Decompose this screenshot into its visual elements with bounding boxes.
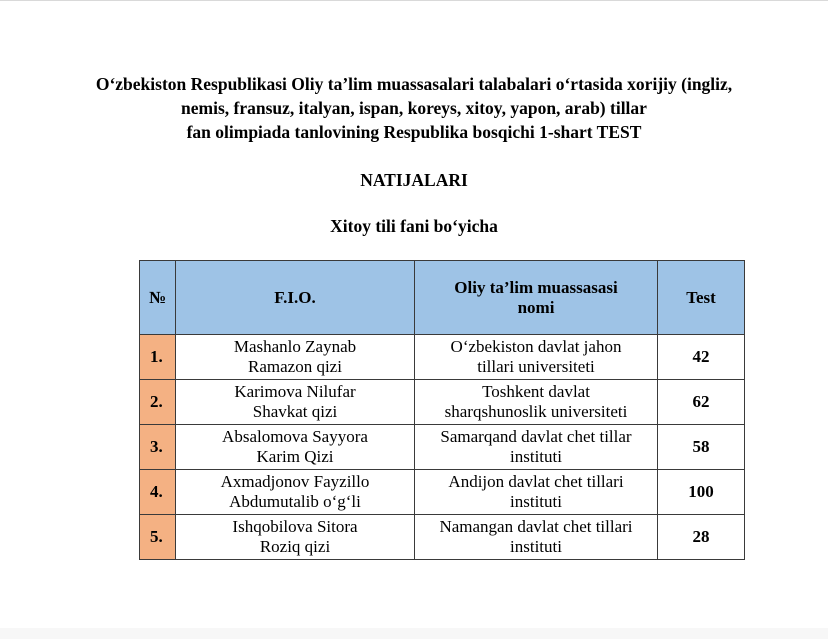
header-institution-label: Oliy ta’lim muassasasi nomi	[454, 277, 618, 317]
institution-line-1: Samarqand davlat chet tillar	[440, 427, 632, 446]
row-institution	[415, 425, 658, 470]
fio-name: Ishqobilova Sitora	[232, 517, 358, 536]
fio-patronymic: Ramazon qizi	[248, 357, 342, 376]
document-heading	[40, 72, 788, 144]
row-test-score: 62	[658, 380, 745, 425]
row-fio	[176, 470, 415, 515]
institution-line-2: instituti	[510, 492, 562, 511]
results-title: NATIJALARI	[360, 170, 468, 190]
subject-title: Xitoy tili fani bo‘yicha	[330, 216, 498, 236]
heading-line-3: fan olimpiada tanlovining Respublika bosqichi 1-shart TEST	[186, 122, 642, 142]
heading-line-1: O‘zbekiston Respublikasi Oliy ta’lim muassasalari talabalari o‘rtasida xorijiy (ingliz,	[95, 74, 733, 94]
row-number: 2.	[140, 380, 176, 425]
institution-line-2: tillari universiteti	[477, 357, 595, 376]
row-institution	[415, 335, 658, 380]
heading-line-2: nemis, fransuz, italyan, ispan, koreys, xitoy, yapon, arab) tillar	[181, 98, 647, 118]
row-institution	[415, 380, 658, 425]
table-row	[140, 515, 745, 560]
row-fio	[176, 515, 415, 560]
header-test: Test	[658, 261, 745, 335]
fio-patronymic: Abdumutalib o‘g‘li	[229, 492, 361, 511]
fio-name: Mashanlo Zaynab	[233, 337, 357, 356]
row-fio	[176, 335, 415, 380]
table-row	[140, 425, 745, 470]
results-table	[139, 260, 745, 560]
top-border	[0, 0, 828, 1]
fio-name: Karimova Nilufar	[234, 382, 356, 401]
fio-name: Absalomova Sayyora	[222, 427, 368, 446]
row-institution	[415, 515, 658, 560]
institution-line-2: sharqshunoslik universiteti	[444, 402, 628, 421]
row-fio	[176, 380, 415, 425]
institution-line-1: O‘zbekiston davlat jahon	[450, 337, 622, 356]
table-row	[140, 335, 745, 380]
table-row	[140, 380, 745, 425]
institution-line-1: Andijon davlat chet tillari	[448, 472, 624, 491]
row-test-score: 28	[658, 515, 745, 560]
table-row	[140, 470, 745, 515]
fio-name: Axmadjonov Fayzillo	[220, 472, 370, 491]
row-test-score: 58	[658, 425, 745, 470]
row-test-score: 42	[658, 335, 745, 380]
header-number: №	[140, 261, 176, 335]
institution-line-2: instituti	[510, 537, 562, 556]
institution-line-2: instituti	[510, 447, 562, 466]
row-number: 1.	[140, 335, 176, 380]
row-number: 4.	[140, 470, 176, 515]
row-number: 5.	[140, 515, 176, 560]
row-institution	[415, 470, 658, 515]
institution-line-1: Namangan davlat chet tillari	[439, 517, 633, 536]
header-fio: F.I.O.	[176, 261, 415, 335]
row-fio	[176, 425, 415, 470]
fio-patronymic: Karim Qizi	[256, 447, 334, 466]
fio-patronymic: Shavkat qizi	[252, 402, 338, 421]
row-number: 3.	[140, 425, 176, 470]
row-test-score: 100	[658, 470, 745, 515]
institution-line-1: Toshkent davlat	[482, 382, 590, 401]
fio-patronymic: Roziq qizi	[259, 537, 331, 556]
header-institution	[415, 261, 658, 335]
table-header-row	[140, 261, 745, 335]
page-bottom-edge	[0, 628, 828, 639]
